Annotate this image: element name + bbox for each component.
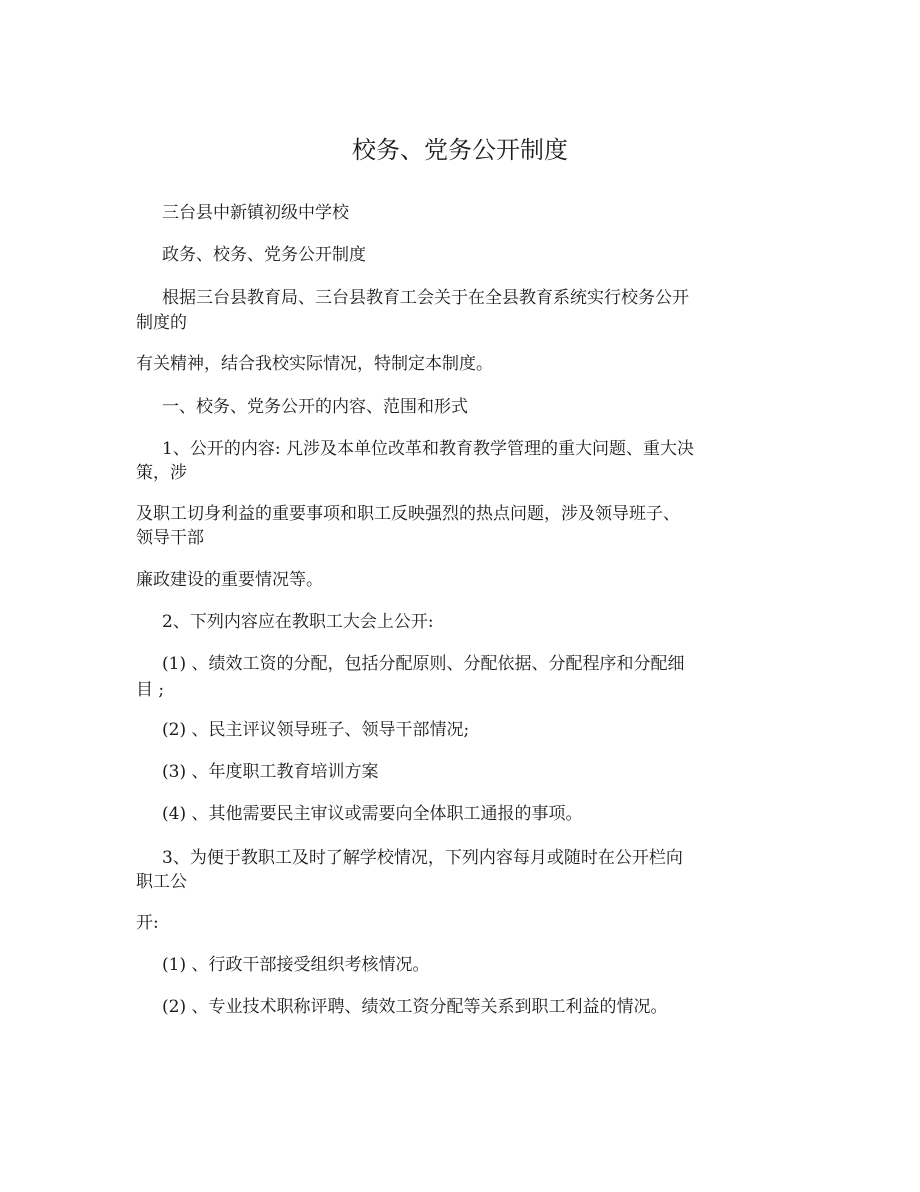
paragraph-line: 领导干部: [136, 528, 204, 548]
paragraph-line: 根据三台县教育局、三台县教育工会关于在全县教育系统实行校务公开: [162, 288, 689, 308]
list-item-line: 目 ;: [136, 680, 165, 700]
list-item-line: (2) 、专业技术职称评聘、绩效工资分配等关系到职工利益的情况。: [162, 997, 668, 1017]
list-item-line: (2) 、民主评议领导班子、领导干部情况;: [162, 720, 470, 740]
paragraph-line: 开:: [136, 913, 159, 933]
paragraph-line: 1、公开的内容: 凡涉及本单位改革和教育教学管理的重大问题、重大决: [162, 439, 694, 459]
list-item-line: (3) 、年度职工教育培训方案: [162, 762, 379, 782]
paragraph-line: 廉政建设的重要情况等。: [136, 570, 323, 590]
paragraph-line: 有关精神，结合我校实际情况，特制定本制度。: [136, 354, 493, 374]
paragraph-line: 2、下列内容应在教职工大会上公开:: [162, 612, 434, 632]
paragraph-line: 制度的: [136, 313, 187, 333]
document-title: 校务、党务公开制度: [352, 136, 568, 164]
list-item-line: (1) 、绩效工资的分配，包括分配原则、分配依据、分配程序和分配细: [162, 654, 685, 674]
list-item-line: (1) 、行政干部接受组织考核情况。: [162, 955, 430, 975]
paragraph-line: 策，涉: [136, 463, 187, 483]
subtitle-line: 政务、校务、党务公开制度: [162, 245, 366, 265]
list-item-line: (4) 、其他需要民主审议或需要向全体职工通报的事项。: [162, 804, 583, 824]
school-name-line: 三台县中新镇初级中学校: [162, 203, 349, 223]
paragraph-line: 3、为便于教职工及时了解学校情况，下列内容每月或随时在公开栏向: [162, 848, 683, 868]
section-heading: 一、校务、党务公开的内容、范围和形式: [162, 397, 468, 417]
paragraph-line: 及职工切身利益的重要事项和职工反映强烈的热点问题，涉及领导班子、: [136, 504, 680, 524]
paragraph-line: 职工公: [136, 872, 187, 892]
